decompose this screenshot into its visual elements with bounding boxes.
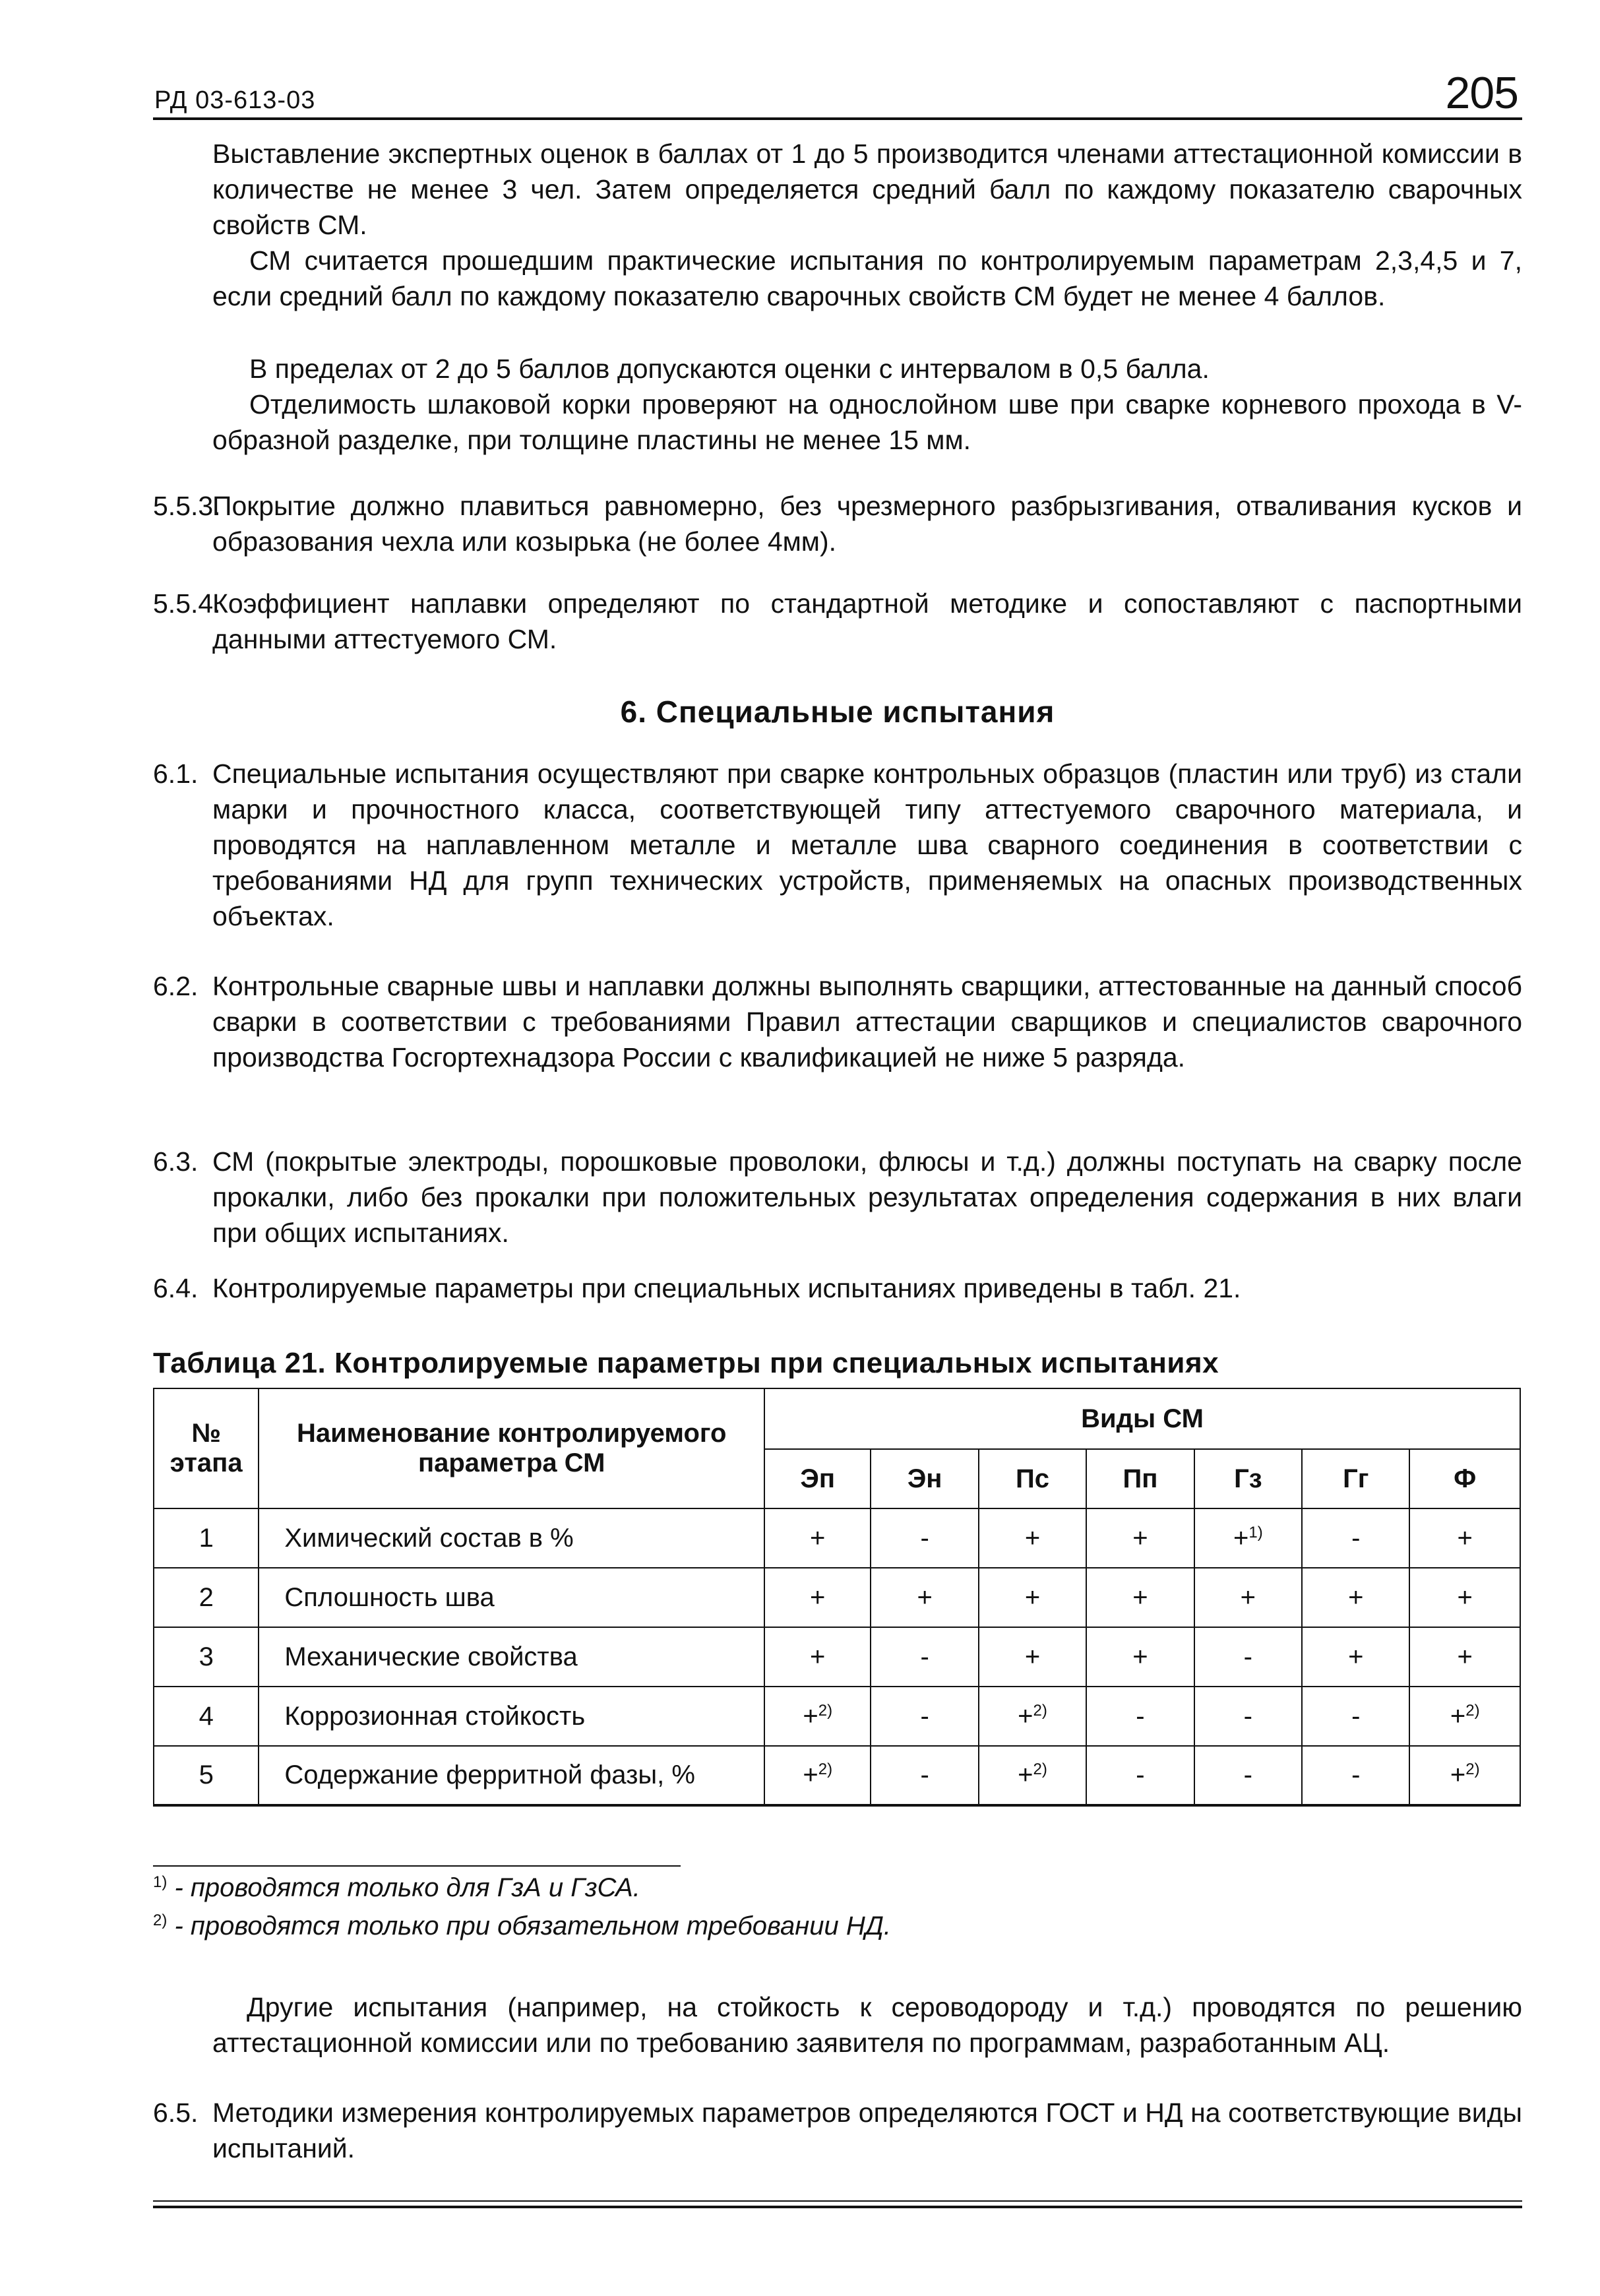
mark-cell [1086, 1746, 1194, 1805]
mark-symbol: - [1243, 1760, 1252, 1789]
intro-paragraph-3: В пределах от 2 до 5 баллов допускаются оценки с интервалом в 0,5 балла. [249, 354, 1210, 384]
parameter-name-cell: Химический состав в % [259, 1508, 764, 1568]
mark-symbol: + [1240, 1582, 1256, 1612]
mark-cell [1086, 1508, 1194, 1568]
header-stage-number [154, 1388, 259, 1508]
type-header-cell: Эн [871, 1449, 978, 1508]
item-text: Контролируемые параметры при специальных испытаниях приведены в табл. 21. [212, 1273, 1241, 1303]
mark-symbol: + [917, 1582, 933, 1612]
mark-symbol: + [1457, 1582, 1473, 1612]
mark-symbol: + [810, 1582, 826, 1612]
mark-cell [871, 1746, 978, 1805]
mark-cell [1302, 1687, 1409, 1746]
mark-symbol: - [920, 1523, 929, 1553]
item-6-3 [153, 1144, 1522, 1251]
mark-cell [764, 1568, 871, 1627]
mark-cell [764, 1687, 871, 1746]
mark-symbol: + [810, 1642, 826, 1671]
parameter-name-cell: Сплошность шва [259, 1568, 764, 1627]
document-code: РД 03-613-03 [154, 86, 316, 114]
mark-symbol: + [1457, 1523, 1473, 1553]
stage-number-cell: 3 [154, 1627, 259, 1687]
mark-footnote-ref: 2) [1033, 1760, 1047, 1778]
footnote-text: - проводятся только при обязательном требовании НД. [167, 1911, 891, 1940]
item-text: Покрытие должно плавиться равномерно, без чрезмерного разбрызгивания, отваливания кусков и образования чехла или козырька (не более 4мм). [212, 491, 1522, 557]
mark-symbol: + [1132, 1523, 1148, 1553]
item-text: Коэффициент наплавки определяют по стандартной методике и сопоставляют с паспортными данными аттестуемого СМ. [212, 588, 1522, 654]
table-row [154, 1687, 1520, 1746]
mark-symbol: + [1450, 1760, 1466, 1789]
mark-footnote-ref: 1) [1248, 1523, 1263, 1541]
table-row [154, 1568, 1520, 1627]
mark-footnote-ref: 2) [818, 1760, 833, 1778]
parameter-name-cell: Коррозионная стойкость [259, 1687, 764, 1746]
type-header-cell: Эп [764, 1449, 871, 1508]
mark-cell [1409, 1568, 1520, 1627]
header-name-line1: Наименование контролируемого [296, 1419, 727, 1448]
mark-symbol: + [1024, 1582, 1041, 1612]
intro-paragraph-1: Выставление экспертных оценок в баллах от 1 до 5 производится членами аттестационной комиссии в количестве не менее 3 чел. Затем определяется средний балл по каждому показателю сварочных свойств СМ. [212, 139, 1522, 240]
item-6-1 [153, 756, 1522, 934]
item-6-2 [153, 968, 1522, 1075]
item-number: 5.5.4. [153, 588, 221, 619]
mark-symbol: - [1351, 1760, 1361, 1789]
table-row [154, 1627, 1520, 1687]
stage-number-cell: 5 [154, 1746, 259, 1805]
mark-cell [1302, 1627, 1409, 1687]
mark-cell [979, 1687, 1086, 1746]
item-number: 6.4. [153, 1273, 199, 1303]
page-number: 205 [1445, 68, 1518, 118]
type-header-cell: Ф [1409, 1449, 1520, 1508]
mark-symbol: + [1018, 1701, 1033, 1731]
page-header [153, 66, 1522, 119]
mark-symbol: - [1136, 1701, 1145, 1731]
mark-cell [764, 1627, 871, 1687]
type-header-cell: Гг [1302, 1449, 1409, 1508]
table-row [154, 1746, 1520, 1805]
parameters-table [153, 1388, 1521, 1807]
mark-symbol: + [1348, 1582, 1364, 1612]
footnote-rule [153, 1865, 681, 1867]
stage-number-cell: 4 [154, 1687, 259, 1746]
mark-cell [1302, 1568, 1409, 1627]
intro-paragraph-2: СМ считается прошедшим практические испытания по контролируемым параметрам 2,3,4,5 и 7, если средний балл по каждому показателю сварочных свойств СМ будет не менее 4 баллов. [212, 245, 1522, 311]
table-header-row [154, 1388, 1520, 1449]
header-stage-line1: № [191, 1419, 221, 1448]
mark-symbol: + [1348, 1642, 1364, 1671]
item-6-5 [153, 2095, 1522, 2166]
item-number: 6.5. [153, 2097, 199, 2128]
mark-cell [1194, 1687, 1302, 1746]
footnote-mark: 1) [153, 1873, 168, 1891]
item-number: 5.5.3. [153, 491, 221, 521]
mark-symbol: - [1351, 1701, 1361, 1731]
mark-symbol: + [803, 1701, 818, 1731]
section-title: 6. Специальные испытания [620, 695, 1055, 729]
mark-symbol: + [810, 1523, 826, 1553]
mark-cell [1194, 1746, 1302, 1805]
mark-cell [1086, 1568, 1194, 1627]
mark-symbol: + [1024, 1523, 1041, 1553]
table-caption: Таблица 21. Контролируемые параметры при специальных испытаниях [153, 1347, 1219, 1379]
mark-cell [1409, 1508, 1520, 1568]
item-6-4 [153, 1270, 1522, 1306]
mark-symbol: - [920, 1701, 929, 1731]
intro-paragraph-4: Отделимость шлаковой корки проверяют на однослойном шве при сварке корневого прохода в V-образной разделке, при толщине пластины не менее 15 мм. [212, 389, 1522, 455]
footnote-1 [153, 1873, 640, 1903]
item-5-5-3 [153, 488, 1522, 559]
mark-cell [1086, 1687, 1194, 1746]
mark-cell [871, 1627, 978, 1687]
mark-footnote-ref: 2) [818, 1701, 833, 1720]
footnote-2 [153, 1911, 891, 1941]
mark-symbol: + [1132, 1642, 1148, 1671]
stage-number-cell: 2 [154, 1568, 259, 1627]
mark-cell [871, 1687, 978, 1746]
mark-cell [979, 1568, 1086, 1627]
mark-symbol: + [803, 1760, 818, 1789]
mark-symbol: + [1024, 1642, 1041, 1671]
mark-cell [979, 1508, 1086, 1568]
item-number: 6.3. [153, 1146, 199, 1177]
mark-cell [764, 1508, 871, 1568]
mark-symbol: + [1018, 1760, 1033, 1789]
mark-cell [1194, 1508, 1302, 1568]
header-stage-line2: этапа [169, 1448, 243, 1477]
mark-symbol: - [1351, 1523, 1361, 1553]
footnote-mark: 2) [153, 1911, 168, 1929]
bottom-rule-thick [153, 2206, 1522, 2208]
item-text: СМ (покрытые электроды, порошковые проволоки, флюсы и т.д.) должны поступать на сварку после прокалки, либо без прокалки при положительных результатах определения содержания в них влаги при общих испытаниях. [212, 1146, 1522, 1248]
item-number: 6.2. [153, 971, 199, 1001]
mark-footnote-ref: 2) [1465, 1760, 1480, 1778]
header-rule [153, 117, 1522, 120]
type-header-cell: Пп [1086, 1449, 1194, 1508]
mark-symbol: + [1457, 1642, 1473, 1671]
item-text: Контрольные сварные швы и наплавки должны выполнять сварщики, аттестованные на данный способ сварки в соответствии с требованиями Правил аттестации сварщиков и специалистов сварочного производства Госгортехнадзора России с квалификацией не ниже 5 разряда. [212, 971, 1522, 1072]
mark-cell [1194, 1568, 1302, 1627]
mark-symbol: - [1243, 1701, 1252, 1731]
item-number: 6.1. [153, 759, 199, 789]
stage-number-cell: 1 [154, 1508, 259, 1568]
mark-cell [979, 1627, 1086, 1687]
table-row [154, 1508, 1520, 1568]
mark-cell [871, 1568, 978, 1627]
mark-cell [764, 1746, 871, 1805]
type-header-cell: Пс [979, 1449, 1086, 1508]
mark-cell [1302, 1508, 1409, 1568]
mark-symbol: - [1136, 1760, 1145, 1789]
bottom-rule-thin [153, 2200, 1522, 2202]
mark-cell [979, 1746, 1086, 1805]
other-tests-paragraph: Другие испытания (например, на стойкость к сероводороду и т.д.) проводятся по решению аттестационной комиссии или по требованию заявителя по программам, разработанным АЦ. [212, 1992, 1522, 2058]
header-parameter-name [259, 1388, 764, 1508]
header-name-line2: параметра СМ [417, 1448, 605, 1477]
mark-symbol: + [1233, 1523, 1249, 1553]
mark-cell [1194, 1627, 1302, 1687]
item-text: Методики измерения контролируемых параметров определяются ГОСТ и НД на соответствующие виды испытаний. [212, 2097, 1522, 2163]
mark-footnote-ref: 2) [1465, 1701, 1480, 1720]
mark-cell [1086, 1627, 1194, 1687]
mark-symbol: + [1450, 1701, 1466, 1731]
mark-cell [1409, 1627, 1520, 1687]
mark-cell [1409, 1687, 1520, 1746]
mark-symbol: - [920, 1642, 929, 1671]
header-material-types: Виды СМ [764, 1388, 1520, 1449]
item-text: Специальные испытания осуществляют при сварке контрольных образцов (пластин или труб) из стали марки и прочностного класса, соответствующей типу аттестуемого сварочного материала, и проводятся на наплавленном металле и металле шва сварного соединения в соответствии с требованиями НД для групп технических устройств, применяемых на опасных производственных объектах. [212, 759, 1522, 931]
mark-symbol: - [1243, 1642, 1252, 1671]
parameter-name-cell: Содержание ферритной фазы, % [259, 1746, 764, 1805]
mark-footnote-ref: 2) [1033, 1701, 1047, 1720]
mark-symbol: - [920, 1760, 929, 1789]
mark-cell [1409, 1746, 1520, 1805]
parameter-name-cell: Механические свойства [259, 1627, 764, 1687]
mark-symbol: + [1132, 1582, 1148, 1612]
mark-cell [1302, 1746, 1409, 1805]
item-5-5-4 [153, 586, 1522, 657]
mark-cell [871, 1508, 978, 1568]
type-header-cell: Гз [1194, 1449, 1302, 1508]
footnote-text: - проводятся только для ГзА и ГзСА. [167, 1873, 640, 1902]
